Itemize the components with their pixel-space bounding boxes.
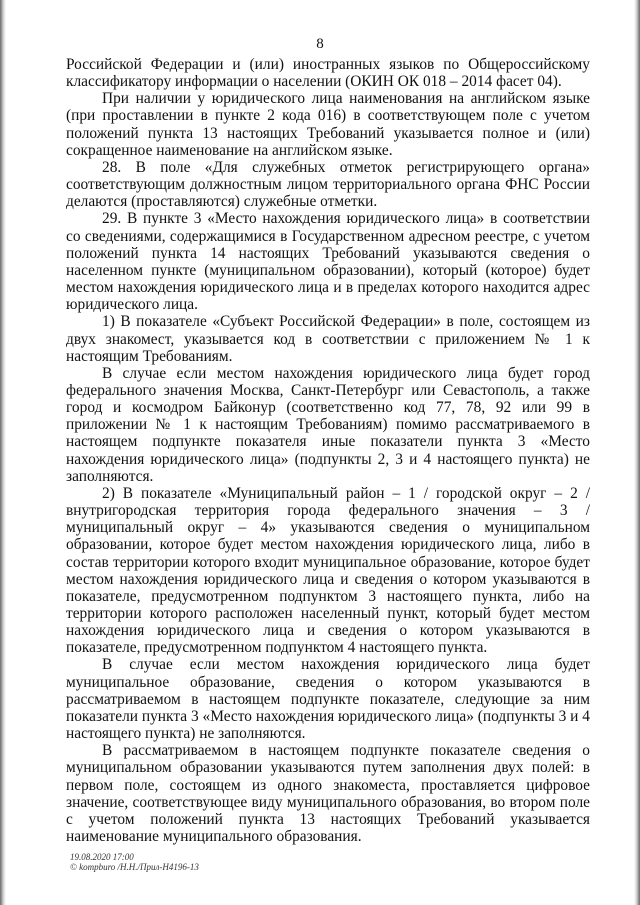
- footer-timestamp: 19.08.2020 17:00: [70, 852, 134, 862]
- document-body: [66, 56, 590, 845]
- paragraph-continuation: Российской Федерации и (или) иностранных языков по Общероссийскому классификатору информации о населении (ОКИН ОК 018 – 2014 фасет 04).: [66, 56, 590, 91]
- page-number: 8: [316, 36, 324, 52]
- paragraph-municipality-case: В случае если местом нахождения юридического лица будет муниципальное образование, сведения о котором указываются в рассматриваемом в настоящем подпункте показателе, следующие за ним показатели пункта 3 «Место нахождения юридического лица» (подпункты 3 и 4 настоящего пункта) не заполняются.: [66, 656, 590, 743]
- scan-edge-right: [634, 0, 640, 905]
- subparagraph-1: 1) В показателе «Субъект Российской Федерации» в поле, состоящем из двух знакомест, указывается код в соответствии с приложением № 1 к настоящим Требованиям.: [66, 313, 590, 365]
- paragraph-english-name: При наличии у юридического лица наименования на английском языке (при проставлении в пункте 2 кода 016) в соответствующем поле с учетом положений пункта 13 настоящих Требований указывается полное и (или) сокращенное наименование на английском языке.: [66, 90, 590, 159]
- subparagraph-2: 2) В показателе «Муниципальный район – 1 / городской округ – 2 / внутригородская территория города федерального значения – 3 / муниципальный округ – 4» указываются сведения о муниципальном образовании, которое будет местом нахождения юридического лица, либо в состав территории которого входит муниципальное образование, которое будет местом нахождения юридического лица и сведения о котором указываются в показателе, предусмотренном подпунктом 3 настоящего пункта, либо на территории которого расположен населенный пункт, который будет местом нахождения юридического лица и сведения о котором указываются в показателе, предусмотренном подпунктом 4 настоящего пункта.: [66, 484, 590, 657]
- paragraph-two-fields: В рассматриваемом в настоящем подпункте показателе сведения о муниципальном образовании указываются путем заполнения двух полей: в первом поле, состоящем из одного знакоместа, проставляется цифровое значение, соответствующее виду муниципального образования, во втором поле с учетом положений пункта 13 настоящих Требований указывается наименование муниципального образования.: [66, 742, 590, 846]
- footer-file-reference: © kompburo /Н.Н./Прил-Н4196-13: [70, 862, 199, 872]
- paragraph-29: 29. В пункте 3 «Место нахождения юридического лица» в соответствии со сведениями, содержащимися в Государственном адресном реестре, с учетом положений пункта 14 настоящих Требований указываются сведения о населенном пункте (муниципальном образовании), который (которое) будет местом нахождения юридического лица и в пределах которого находится адрес юридического лица.: [66, 210, 590, 314]
- document-footer: [70, 852, 199, 872]
- paragraph-federal-city: В случае если местом нахождения юридического лица будет город федерального значения Москва, Санкт-Петербург или Севастополь, а также город и космодром Байконур (соответственно код 77, 78, 92 или 99 в приложении № 1 к настоящим Требованиям) помимо рассматриваемого в настоящем подпункте показателя иные показатели пункта 3 «Место нахождения юридического лица» (подпункты 2, 3 и 4 настоящего пункта) не заполняются.: [66, 364, 590, 485]
- scan-edge-left: [0, 0, 6, 905]
- paragraph-28: 28. В поле «Для служебных отметок регистрирующего органа» соответствующим должностным лицом территориального органа ФНС России делаются (проставляются) служебные отметки.: [66, 158, 590, 211]
